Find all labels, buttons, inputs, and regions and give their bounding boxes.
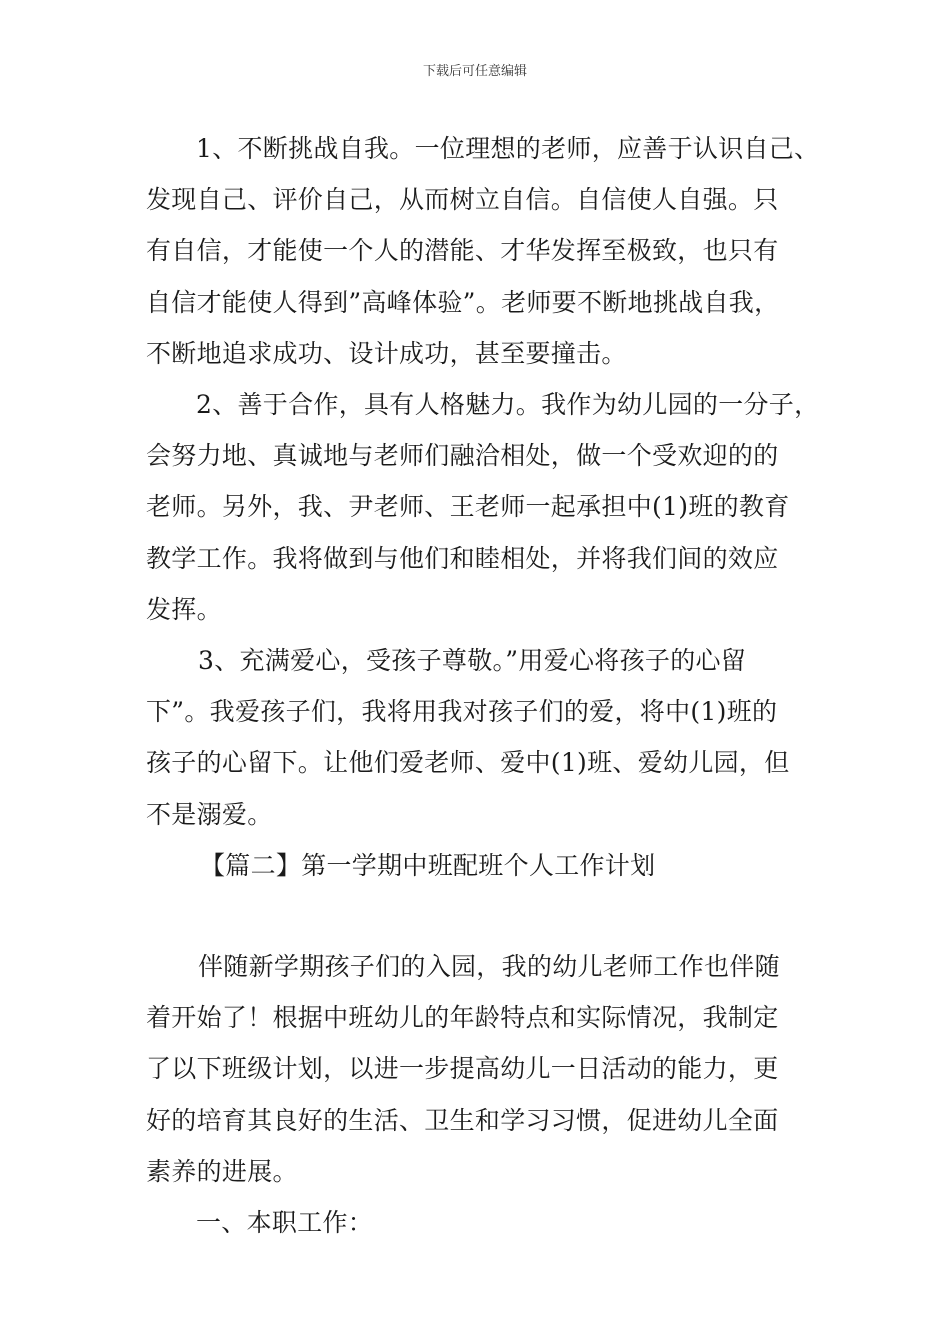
header-note: 下载后可任意编辑: [422, 64, 527, 79]
text-line: 有自信，才能使一个人的潜能、才华发挥至极致，也只有: [146, 236, 779, 266]
text-line: 下”。我爱孩子们，我将用我对孩子们的爱，将中(1)班的: [146, 697, 778, 727]
section-title: [146, 840, 826, 891]
text-line: 伴随新学期孩子们的入园，我的幼儿老师工作也伴随: [198, 952, 780, 982]
text-line: 发挥。: [146, 594, 222, 624]
text-line: 好的培育其良好的生活、卫生和学习习惯，促进幼儿全面: [146, 1105, 779, 1135]
text-line: 1、不断挑战自我。一位理想的老师，应善于认识自己、: [196, 134, 820, 163]
paragraph-4: [146, 941, 826, 1197]
text-line: 孩子的心留下。让他们爱老师、爱中(1)班、爱幼儿园，但: [146, 748, 790, 778]
heading-1: [146, 1197, 826, 1248]
text-line: 会努力地、真诚地与老师们融洽相处，做一个受欢迎的的: [146, 441, 779, 471]
text-line: 着开始了！根据中班幼儿的年龄特点和实际情况，我制定: [146, 1003, 779, 1033]
text-line: 老师。另外，我、尹老师、王老师一起承担中(1)班的教育: [146, 492, 790, 522]
paragraph-2: [146, 379, 826, 635]
text-line: 发现自己、评价自己，从而树立自信。自信使人自强。只: [146, 185, 779, 215]
paragraph-3: [146, 635, 826, 840]
section-title-text: 【篇二】第一学期中班配班个人工作计划: [200, 850, 656, 880]
text-line: 了以下班级计划，以进一步提高幼儿一日活动的能力，更: [146, 1054, 779, 1084]
text-line: 3、充满爱心，受孩子尊敬。”用爱心将孩子的心留: [198, 646, 747, 676]
heading-1-text: 一、本职工作：: [196, 1208, 374, 1238]
document-body: [146, 123, 826, 1248]
paragraph-1: [146, 123, 826, 379]
text-line: 2、善于合作，具有人格魅力。我作为幼儿园的一分子，: [196, 390, 820, 420]
text-line: 不断地追求成功、设计成功，甚至要撞击。: [146, 338, 627, 368]
text-line: 自信才能使人得到”高峰体验”。老师要不断地挑战自我，: [146, 287, 780, 317]
text-line: 教学工作。我将做到与他们和睦相处，并将我们间的效应: [146, 543, 779, 573]
blank-line: [146, 891, 826, 941]
text-line: 不是溺爱。: [146, 799, 273, 829]
text-line: 素养的进展。: [146, 1156, 298, 1186]
